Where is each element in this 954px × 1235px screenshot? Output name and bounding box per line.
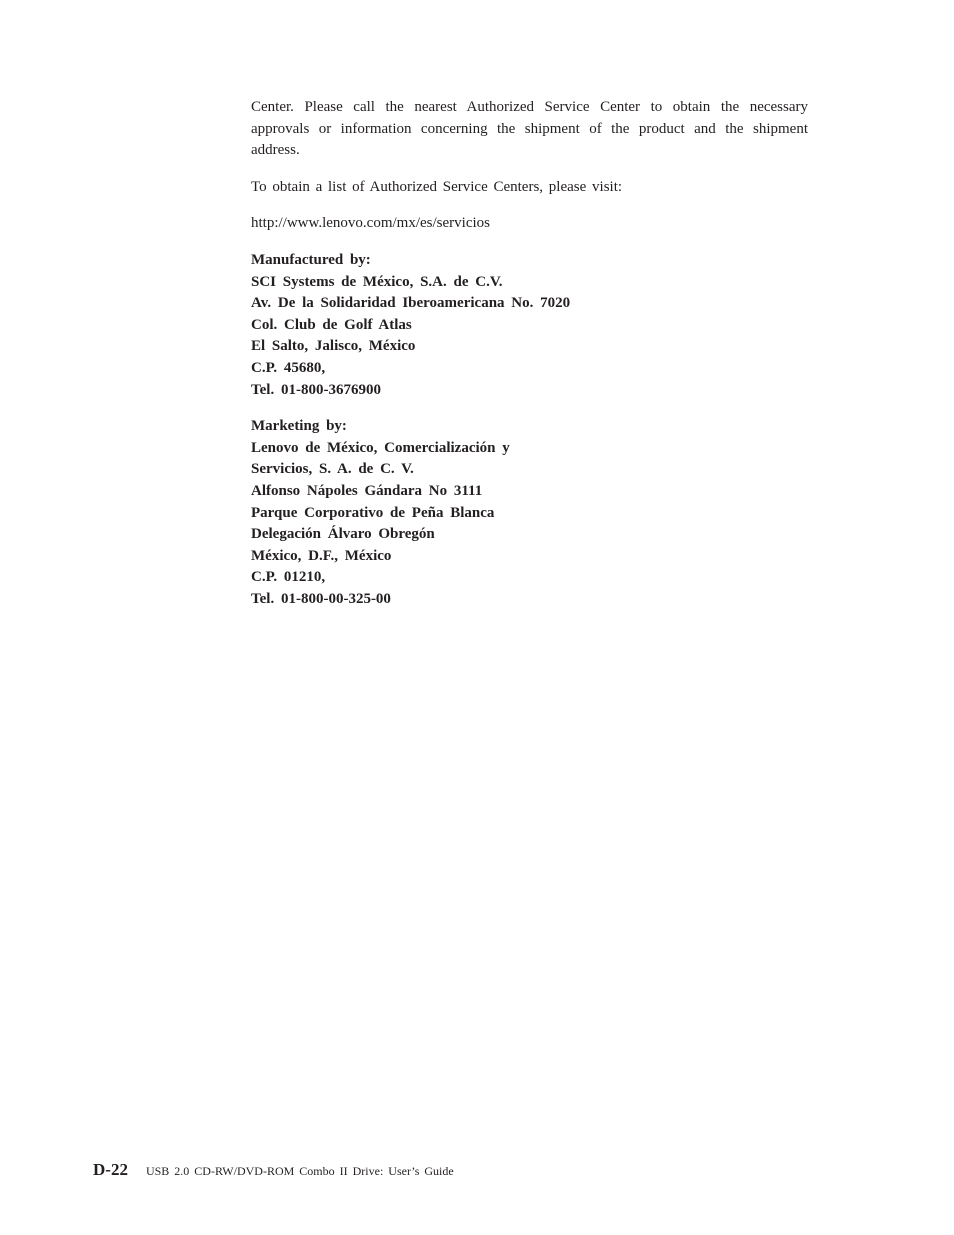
marketer-line: Parque Corporativo de Peña Blanca: [251, 504, 495, 521]
manufacturer-line: El Salto, Jalisco, México: [251, 338, 416, 355]
service-url: http://www.lenovo.com/mx/es/servicios: [251, 215, 490, 232]
page-footer: [93, 1160, 454, 1180]
marketer-address: [251, 416, 808, 610]
marketer-line: C.P. 01210,: [251, 569, 326, 586]
marketer-line: Alfonso Nápoles Gándara No 3111: [251, 482, 483, 499]
manufacturer-line: Tel. 01-800-3676900: [251, 381, 381, 398]
marketer-line: Lenovo de México, Comercialización y: [251, 439, 510, 456]
marketer-line: Servicios, S. A. de C. V.: [251, 461, 414, 478]
marketer-heading: Marketing by:: [251, 418, 347, 435]
service-list-paragraph: To obtain a list of Authorized Service Centers, please visit:: [251, 178, 623, 195]
page-number: D-22: [93, 1160, 128, 1179]
manufacturer-address: [251, 250, 808, 401]
marketer-line: México, D.F., México: [251, 547, 392, 564]
document-title: USB 2.0 CD-RW/DVD-ROM Combo II Drive: User’s Guide: [145, 1164, 454, 1178]
marketer-line: Delegación Álvaro Obregón: [251, 526, 435, 543]
marketer-line: Tel. 01-800-00-325-00: [251, 590, 391, 607]
manufacturer-line: Av. De la Solidaridad Iberoamericana No. 7020: [251, 295, 571, 312]
page-content: [251, 97, 808, 625]
manufacturer-heading: Manufactured by:: [251, 251, 371, 268]
manufacturer-line: SCI Systems de México, S.A. de C.V.: [251, 273, 503, 290]
manufacturer-line: C.P. 45680,: [251, 359, 326, 376]
manufacturer-line: Col. Club de Golf Atlas: [251, 316, 412, 333]
service-center-paragraph: Center. Please call the nearest Authorized Service Center to obtain the necessary approvals or information concerning the shipment of the product and the shipment address.: [251, 99, 808, 159]
